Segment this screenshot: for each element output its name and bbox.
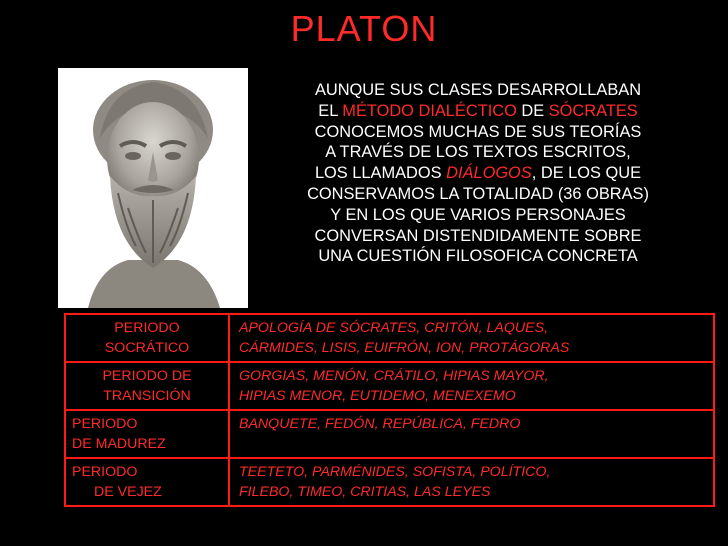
periods-table (64, 313, 715, 507)
period-works: HIPIAS MENOR, EUTIDEMO, MENEXEMO (239, 388, 516, 404)
paragraph-line: UNA CUESTIÓN FILOSOFICA CONCRETA (318, 247, 638, 266)
period-name: PERIODO (72, 464, 138, 480)
period-name: PERIODO (114, 320, 180, 336)
table-row (65, 410, 714, 458)
period-works: CÁRMIDES, LISIS, EUIFRÓN, ION, PROTÁGORAS (239, 340, 570, 356)
paragraph-line (258, 101, 698, 122)
period-works-cell (229, 410, 714, 458)
period-name-cell (65, 458, 229, 506)
paragraph-text: DE (516, 101, 549, 120)
table-row (65, 458, 714, 506)
paragraph-text: , DE LOS QUE (531, 164, 642, 183)
period-works: APOLOGÍA DE SÓCRATES, CRITÓN, LAQUES, (239, 320, 549, 336)
paragraph-line (258, 163, 698, 184)
paragraph-line: AUNQUE SUS CLASES DESARROLLABAN (314, 81, 642, 99)
period-name-cell (65, 410, 229, 458)
period-works: TEETETO, PARMÉNIDES, SOFISTA, POLÍTICO, (239, 464, 551, 480)
highlight-metodo-dialectico: MÉTODO DIALÉCTICO (342, 101, 517, 120)
period-works-cell (229, 362, 714, 410)
paragraph-line: CONOCEMOS MUCHAS DE SUS TEORÍAS (314, 122, 642, 141)
period-name: DE VEJEZ (94, 484, 162, 500)
period-works-cell (229, 314, 714, 362)
paragraph-line: CONSERVAMOS LA TOTALIDAD (36 OBRAS) (307, 184, 649, 203)
period-name: PERIODO DE (102, 368, 192, 384)
paragraph-text: LOS LLAMADOS (314, 164, 447, 183)
intro-paragraph (258, 80, 698, 267)
period-name-cell (65, 362, 229, 410)
period-works: BANQUETE, FEDÓN, REPÚBLICA, FEDRO (239, 416, 521, 432)
paragraph-line: Y EN LOS QUE VARIOS PERSONAJES (330, 205, 626, 224)
highlight-socrates: SÓCRATES (548, 101, 638, 120)
slide-title: PLATON (290, 8, 438, 49)
plato-bust-image (58, 68, 248, 308)
highlight-dialogos: DIÁLOGOS (446, 164, 532, 183)
paragraph-line: CONVERSAN DISTENDIDAMENTE SOBRE (314, 226, 642, 245)
table-row (65, 314, 714, 362)
period-works: FILEBO, TIMEO, CRITIAS, LAS LEYES (239, 484, 491, 500)
period-name: PERIODO (72, 416, 138, 432)
table-row (65, 362, 714, 410)
period-name: SOCRÁTICO (104, 340, 190, 356)
period-name: TRANSICIÓN (103, 388, 191, 404)
paragraph-text: EL (318, 101, 343, 120)
period-name-cell (65, 314, 229, 362)
period-works-cell (229, 458, 714, 506)
paragraph-line: A TRAVÉS DE LOS TEXTOS ESCRITOS, (325, 143, 631, 162)
period-works: GORGIAS, MENÓN, CRÁTILO, HIPIAS MAYOR, (239, 368, 549, 384)
period-name: DE MADUREZ (72, 436, 166, 452)
